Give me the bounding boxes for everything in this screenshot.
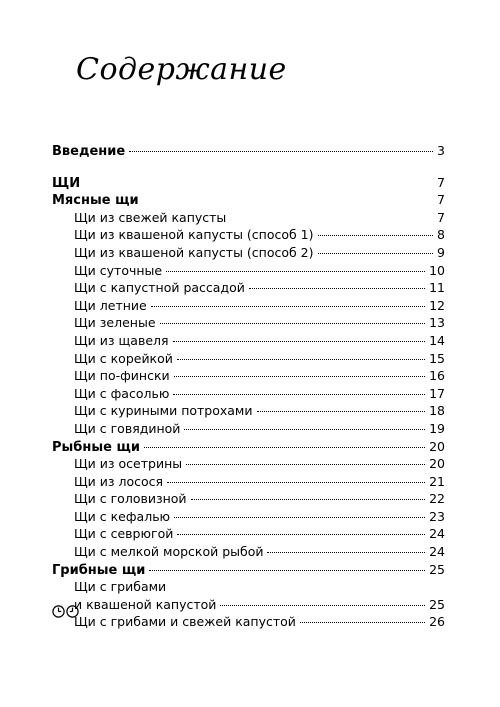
toc-entry[interactable] bbox=[52, 174, 445, 192]
toc-entry-label: Щи из осетрины bbox=[74, 456, 183, 472]
two-clocks-icon bbox=[52, 605, 79, 618]
toc-leader-dots bbox=[177, 534, 425, 535]
toc-entry[interactable] bbox=[52, 142, 445, 160]
toc-entry-label: Щи с кефалью bbox=[74, 508, 171, 524]
toc-entry-label: Щи с севрюгой bbox=[74, 526, 174, 542]
toc-entry[interactable] bbox=[52, 332, 445, 350]
toc-entry-page: 12 bbox=[429, 297, 445, 313]
toc-leader-dots bbox=[257, 411, 426, 412]
toc-entry[interactable] bbox=[52, 438, 445, 456]
toc-entry[interactable] bbox=[52, 297, 445, 315]
toc-entry-label: Щи с фасолью bbox=[74, 385, 170, 401]
toc-entry-label: Щи с грибами и свежей капустой bbox=[74, 614, 296, 630]
toc-entry-page: 9 bbox=[437, 244, 445, 260]
toc-leader-dots bbox=[174, 517, 425, 518]
toc-entry-page: 7 bbox=[437, 174, 445, 190]
toc-entry-label: Грибные щи bbox=[52, 562, 146, 578]
toc-entry-label: и квашеной капустой bbox=[74, 596, 217, 612]
toc-entry-label: Щи с головизной bbox=[74, 491, 187, 507]
toc-entry-page: 20 bbox=[429, 438, 445, 454]
toc-entry-page: 23 bbox=[429, 508, 445, 524]
table-of-contents bbox=[52, 142, 445, 631]
toc-entry-label: Щи с капустной рассадой bbox=[74, 280, 245, 296]
toc-entry-page: 11 bbox=[429, 280, 445, 296]
toc-entry[interactable] bbox=[52, 402, 445, 420]
toc-entry-label: Щи с куриными потрохами bbox=[74, 403, 253, 419]
toc-entry-page: 21 bbox=[429, 473, 445, 489]
toc-entry-label: Щи из квашеной капусты (способ 1) bbox=[74, 227, 314, 243]
toc-entry-label: Щи суточные bbox=[74, 262, 163, 278]
toc-entry-page: 15 bbox=[429, 350, 445, 366]
toc-entry[interactable] bbox=[52, 367, 445, 385]
toc-entry-page: 8 bbox=[437, 227, 445, 243]
toc-leader-dots bbox=[173, 394, 425, 395]
toc-entry-page: 7 bbox=[437, 192, 445, 208]
toc-entry-label: Рыбные щи bbox=[52, 439, 140, 455]
toc-leader-dots bbox=[149, 570, 425, 571]
toc-entry-label: Щи с говядиной bbox=[74, 420, 181, 436]
toc-entry[interactable] bbox=[52, 209, 445, 227]
toc-leader-dots bbox=[177, 359, 425, 360]
toc-entry-label: Щи с мелкой морской рыбой bbox=[74, 544, 264, 560]
toc-entry[interactable] bbox=[52, 279, 445, 297]
toc-entry[interactable] bbox=[52, 578, 445, 596]
toc-entry-page: 7 bbox=[437, 209, 445, 225]
toc-entry[interactable] bbox=[52, 490, 445, 508]
toc-entry-label: Щи зеленые bbox=[74, 315, 156, 331]
toc-spacer bbox=[52, 160, 445, 174]
toc-entry-page: 16 bbox=[429, 368, 445, 384]
toc-leader-dots bbox=[186, 464, 425, 465]
toc-entry[interactable] bbox=[52, 455, 445, 473]
toc-leader-dots bbox=[174, 376, 425, 377]
toc-entry-page: 25 bbox=[429, 561, 445, 577]
toc-entry[interactable] bbox=[52, 613, 445, 631]
toc-entry[interactable] bbox=[52, 543, 445, 561]
toc-entry-label: Щи с корейкой bbox=[74, 350, 173, 366]
page-title: Содержание bbox=[76, 52, 287, 87]
toc-leader-dots bbox=[173, 341, 426, 342]
toc-leader-dots bbox=[184, 429, 425, 430]
toc-entry[interactable] bbox=[52, 226, 445, 244]
toc-entry[interactable] bbox=[52, 191, 445, 209]
toc-leader-dots bbox=[167, 482, 425, 483]
toc-entry-page: 3 bbox=[437, 143, 445, 158]
clock-icon bbox=[52, 605, 65, 618]
toc-leader-dots bbox=[318, 235, 434, 236]
toc-entry[interactable] bbox=[52, 525, 445, 543]
toc-entry[interactable] bbox=[52, 561, 445, 579]
toc-entry-page: 19 bbox=[429, 420, 445, 436]
toc-entry[interactable] bbox=[52, 262, 445, 280]
toc-leader-dots bbox=[151, 306, 425, 307]
toc-leader-dots bbox=[267, 552, 425, 553]
toc-leader-dots bbox=[160, 323, 426, 324]
toc-entry-page: 24 bbox=[429, 526, 445, 542]
toc-entry-label: Щи по-фински bbox=[74, 368, 170, 384]
toc-entry[interactable] bbox=[52, 350, 445, 368]
toc-entry-label: ЩИ bbox=[52, 175, 81, 191]
toc-entry-page: 24 bbox=[429, 544, 445, 560]
toc-entry-page: 20 bbox=[429, 456, 445, 472]
toc-entry[interactable] bbox=[52, 244, 445, 262]
toc-entry-label: Щи с грибами bbox=[74, 579, 167, 595]
toc-entry-page: 25 bbox=[429, 596, 445, 612]
toc-leader-dots bbox=[191, 499, 426, 500]
toc-entry-page: 18 bbox=[429, 403, 445, 419]
toc-entry-page: 26 bbox=[429, 614, 445, 630]
toc-entry[interactable] bbox=[52, 596, 445, 614]
toc-leader-dots bbox=[220, 605, 425, 606]
toc-entry-label: Мясные щи bbox=[52, 193, 139, 209]
toc-leader-dots bbox=[166, 271, 425, 272]
toc-entry[interactable] bbox=[52, 420, 445, 438]
toc-entry-page: 10 bbox=[429, 262, 445, 278]
toc-entry-label: Щи летние bbox=[74, 297, 147, 313]
toc-leader-dots bbox=[144, 447, 425, 448]
toc-entry[interactable] bbox=[52, 385, 445, 403]
toc-entry-label: Щи из свежей капусты bbox=[74, 209, 227, 225]
toc-entry-page: 13 bbox=[429, 315, 445, 331]
toc-entry-page: 17 bbox=[429, 385, 445, 401]
toc-entry[interactable] bbox=[52, 508, 445, 526]
toc-entry[interactable] bbox=[52, 473, 445, 491]
toc-entry-label: Щи из квашеной капусты (способ 2) bbox=[74, 244, 314, 260]
toc-leader-dots bbox=[129, 151, 433, 152]
toc-leader-dots bbox=[300, 622, 425, 623]
toc-leader-dots bbox=[249, 288, 425, 289]
toc-entry-label: Щи из щавеля bbox=[74, 332, 169, 348]
toc-entry-page: 14 bbox=[429, 332, 445, 348]
toc-entry-label: Введение bbox=[52, 144, 126, 159]
toc-entry-page: 22 bbox=[429, 491, 445, 507]
toc-entry[interactable] bbox=[52, 314, 445, 332]
toc-leader-dots bbox=[318, 253, 434, 254]
clock-icon bbox=[66, 605, 79, 618]
toc-entry-label: Щи из лосося bbox=[74, 473, 164, 489]
